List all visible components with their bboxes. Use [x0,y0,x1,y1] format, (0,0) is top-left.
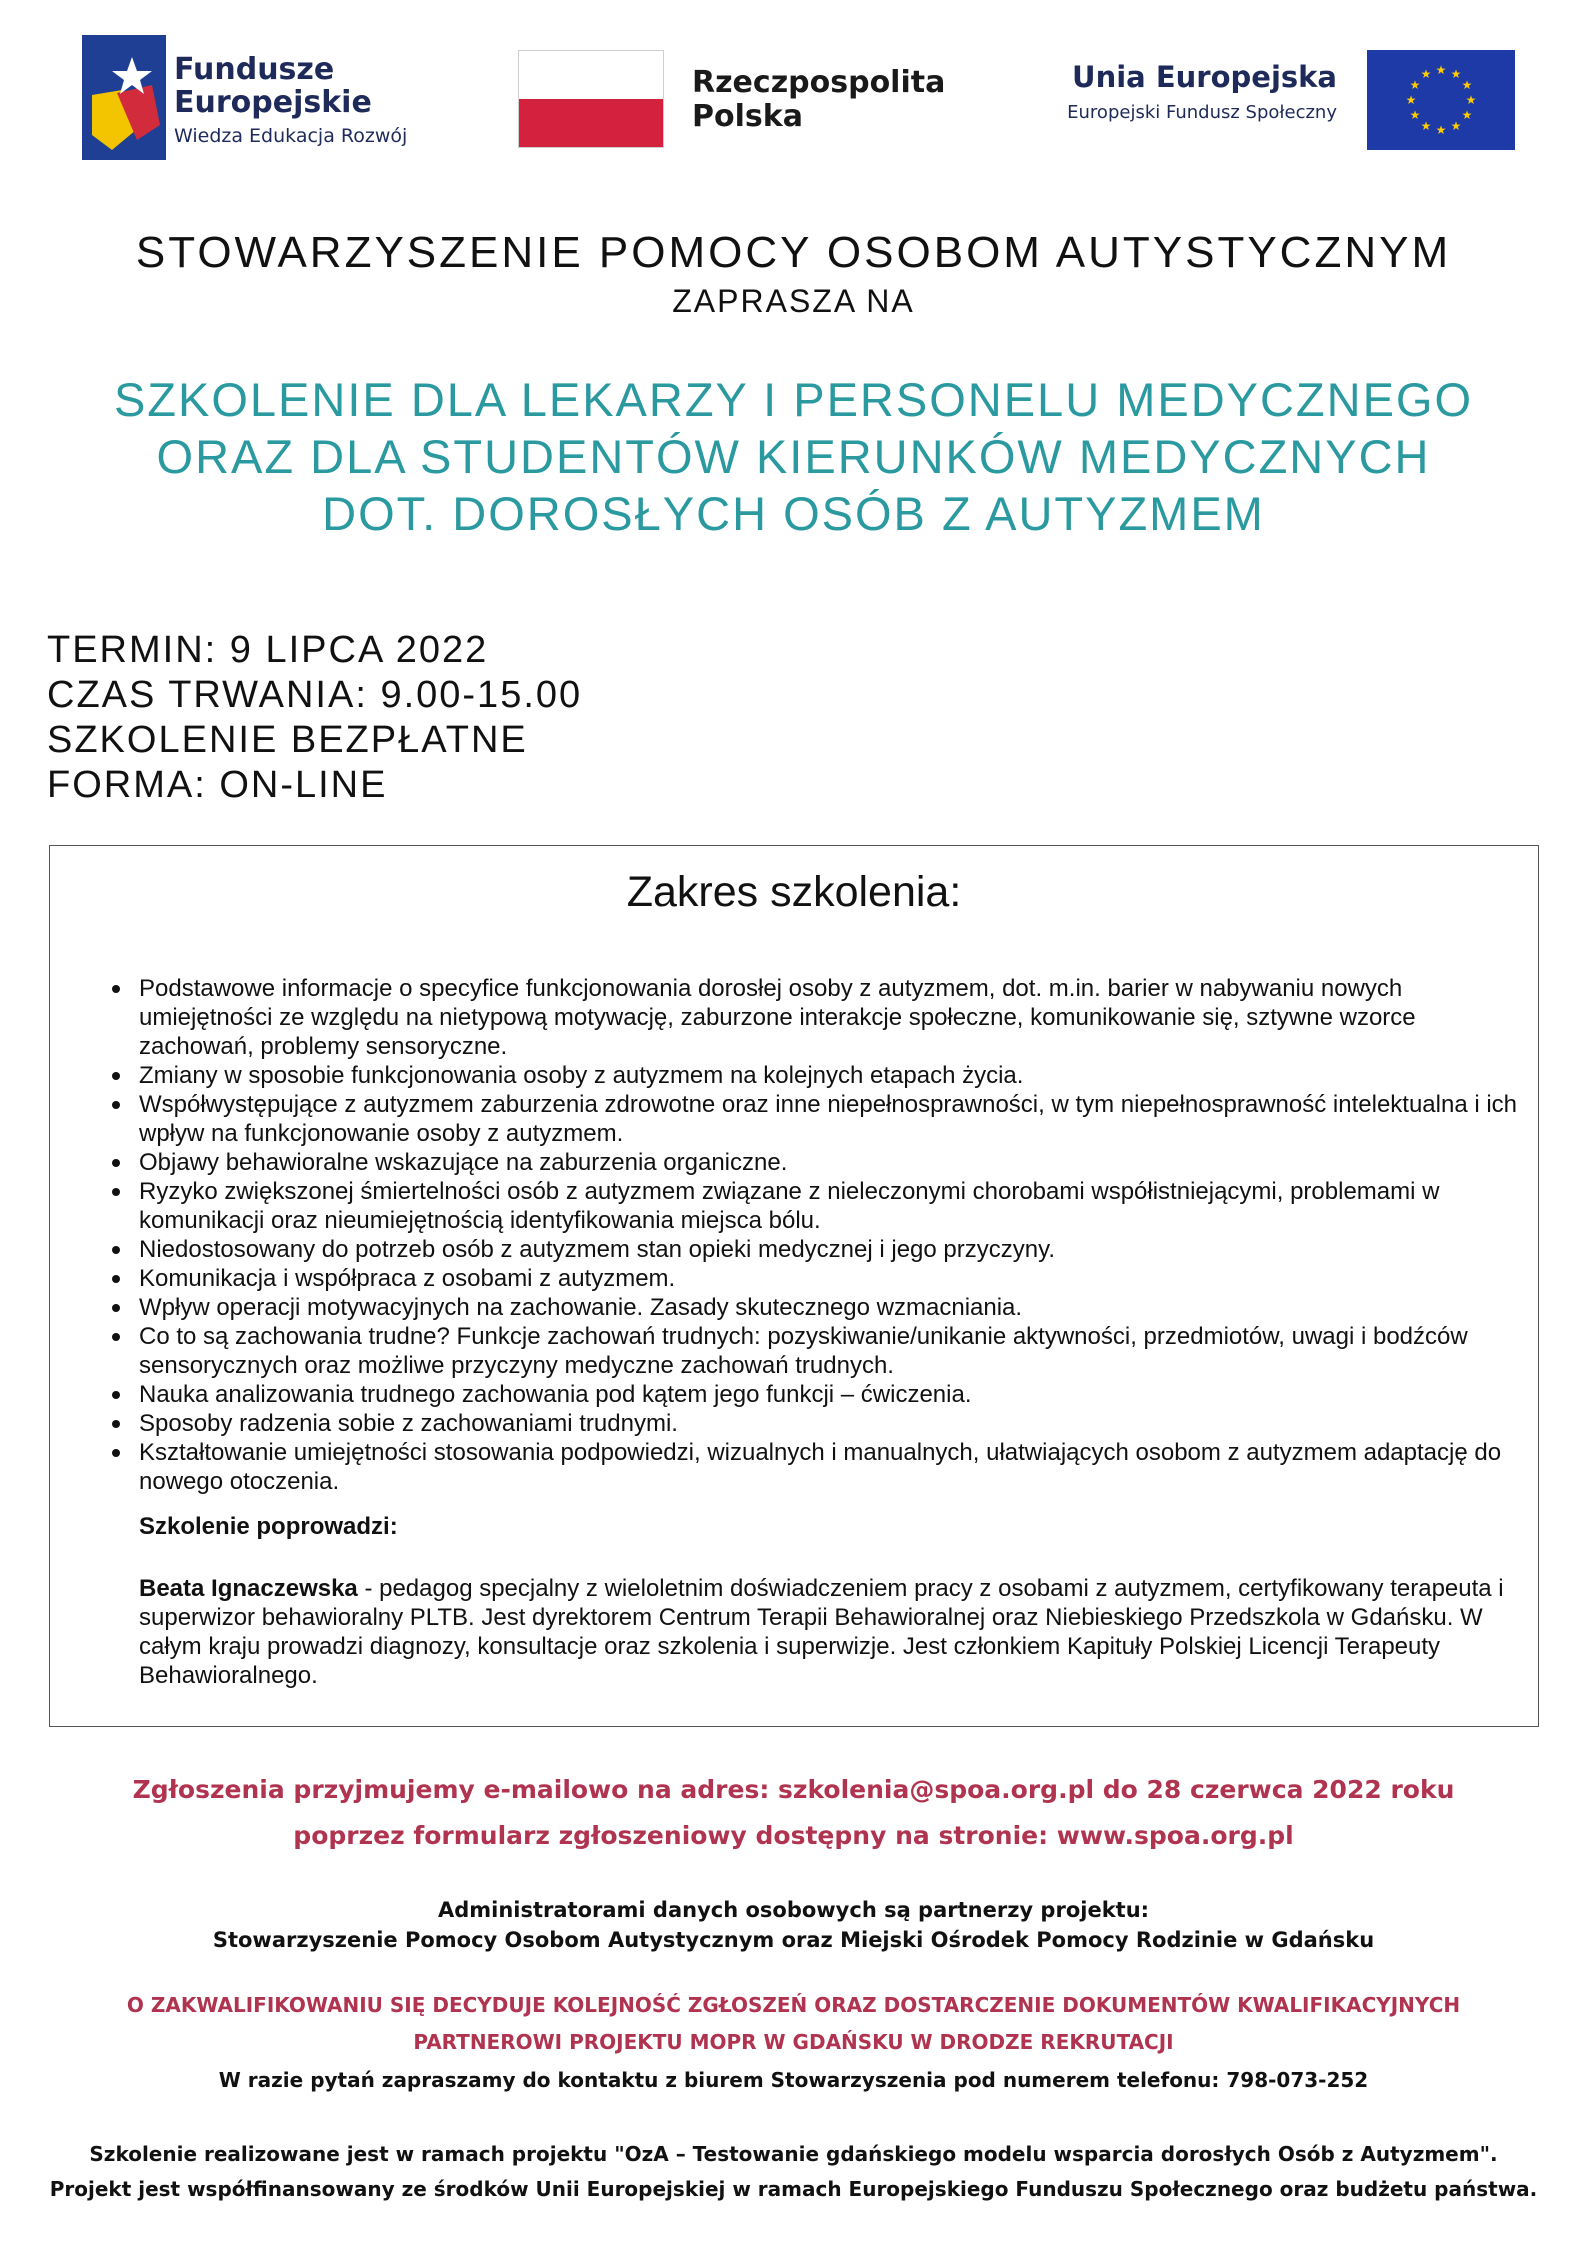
list-item: Komunikacja i współpraca z osobami z autyzmem. [88,1264,1533,1293]
list-item: Co to są zachowania trudne? Funkcje zachowań trudnych: pozyskiwanie/unikanie aktywności, przedmiotów, uwagi i bodźców sensorycznych oraz możliwe przyczyny medyczne zachowań trudnych. [88,1322,1533,1380]
qualification-line: PARTNEROWI PROJEKTU MOPR W GDAŃSKU W DRODZE REKRUTACJI [413,2030,1174,2054]
list-item: Współwystępujące z autyzmem zaburzenia zdrowotne oraz inne niepełnosprawności, w tym niepełnosprawność intelektualna i ich wpływ na funkcjonowanie osoby z autyzmem. [88,1090,1533,1148]
svg-text:★: ★ [1435,123,1447,137]
fundusze-europejskie-logo [82,35,442,160]
list-item: Ryzyko zwiększonej śmiertelności osób z autyzmem związane z nieleczonymi chorobami współistniejącymi, problemami w komunikacji oraz nieumiejętnością identyfikowania miejsca bólu. [88,1177,1533,1235]
list-item: Wpływ operacji motywacyjnych na zachowanie. Zasady skutecznego wzmacniania. [88,1293,1533,1322]
project-line: Szkolenie realizowane jest w ramach projektu "OzA – Testowanie gdańskiego modelu wsparcia dorosłych Osób z Autyzmem". [89,2142,1498,2166]
detail-free: SZKOLENIE BEZPŁATNE [47,719,528,761]
unia-europejska-logo [1025,50,1515,150]
detail-form: FORMA: ON-LINE [47,764,388,806]
detail-date: TERMIN: 9 LIPCA 2022 [47,629,489,671]
scope-box [49,845,1539,1727]
svg-text:★: ★ [1405,93,1417,107]
svg-text:★: ★ [1420,119,1432,133]
trainer-label: Szkolenie poprowadzi: [139,1513,398,1540]
svg-text:★: ★ [1465,93,1477,107]
organization-name: STOWARZYSZENIE POMOCY OSOBOM AUTYSTYCZNYM [135,228,1452,277]
trainer-name: Beata Ignaczewska [139,1575,358,1602]
scope-list [88,974,1533,1496]
svg-text:★: ★ [1420,67,1432,81]
list-item: Podstawowe informacje o specyfice funkcjonowania dorosłej osoby z autyzmem, dot. m.in. barier w nabywaniu nowych umiejętności ze względu na nietypową motywację, zaburzone interakcje społeczne, komunikowanie się, sztywne wzorce zachowań, problemy sensoryczne. [88,974,1533,1061]
eu-sub: Europejski Fundusz Społeczny [1067,102,1337,123]
training-title-line: DOT. DOROSŁYCH OSÓB Z AUTYZMEM [322,487,1265,540]
scope-title: Zakres szkolenia: [626,868,962,916]
contact-line: W razie pytań zapraszamy do kontaktu z biurem Stowarzyszenia pod numerem telefonu: 798-073-252 [218,2068,1369,2092]
polish-flag-icon [518,50,664,148]
trainer-description: - pedagog specjalny z wieloletnim doświadczeniem pracy z osobami z autyzmem, certyfikowany terapeuta i superwizor behawioralny PLTB. Jest dyrektorem Centrum Terapii Behawioralnej oraz Niebieskiego Przedszkola w Gdańsku. W całym kraju prowadzi diagnozy, konsultacje oraz szkolenia i superwizje. Jest członkiem Kapituły Polskiej Licencji Terapeuty Behawioralnego. [139,1575,1504,1689]
fe-sub: Wiedza Edukacja Rozwój [174,125,408,147]
svg-text:★: ★ [1461,108,1473,122]
list-item: Zmiany w sposobie funkcjonowania osoby z autyzmem na kolejnych etapach życia. [88,1061,1533,1090]
admin-line: Administratorami danych osobowych są partnerzy projektu: [437,1898,1150,1922]
event-details [47,628,582,808]
pl-line2: Polska [692,99,803,134]
svg-text:★: ★ [1435,63,1447,77]
list-item: Nauka analizowania trudnego zachowania pod kątem jego funkcji – ćwiczenia. [88,1380,1533,1409]
admin-line: Stowarzyszenie Pomocy Osobom Autystycznym oraz Miejski Ośrodek Pomocy Rodzinie w Gdańsku [212,1928,1375,1952]
detail-duration: CZAS TRWANIA: 9.00-15.00 [47,674,583,716]
training-title [0,371,1587,542]
registration-line: poprzez formularz zgłoszeniowy dostępny na stronie: www.spoa.org.pl [293,1821,1294,1850]
eu-title: Unia Europejska [1072,60,1337,94]
rzeczpospolita-polska-logo [518,50,968,150]
training-title-line: ORAZ DLA STUDENTÓW KIERUNKÓW MEDYCZNYCH [156,430,1431,483]
invite-text: ZAPRASZA NA [672,283,915,319]
list-item: Objawy behawioralne wskazujące na zaburzenia organiczne. [88,1148,1533,1177]
eu-flag-icon [1367,50,1515,150]
training-title-line: SZKOLENIE DLA LEKARZY I PERSONELU MEDYCZNEGO [113,373,1474,426]
svg-text:★: ★ [1409,78,1421,92]
list-item: Kształtowanie umiejętności stosowania podpowiedzi, wizualnych i manualnych, ułatwiających osobom z autyzmem adaptację do nowego otoczenia. [88,1438,1533,1496]
svg-text:★: ★ [1461,78,1473,92]
fe-line2: Europejskie [174,85,372,120]
fe-line1: Fundusze [174,52,335,87]
pl-line1: Rzeczpospolita [692,65,946,100]
svg-text:★: ★ [1450,67,1462,81]
qualification-line: O ZAKWALIFIKOWANIU SIĘ DECYDUJE KOLEJNOŚĆ ZGŁOSZEŃ ORAZ DOSTARCZENIE DOKUMENTÓW KWALIFIKACYJNYCH [126,1993,1461,2017]
trainer-bio [139,1574,1539,1690]
svg-text:★: ★ [1409,108,1421,122]
list-item: Sposoby radzenia sobie z zachowaniami trudnymi. [88,1409,1533,1438]
fundusze-europejskie-star-icon [82,35,166,160]
list-item: Niedostosowany do potrzeb osób z autyzmem stan opieki medycznej i jego przyczyny. [88,1235,1533,1264]
project-line: Projekt jest współfinansowany ze środków Unii Europejskiej w ramach Europejskiego Funduszu Społecznego oraz budżetu państwa. [49,2177,1538,2201]
svg-text:★: ★ [1450,119,1462,133]
registration-line: Zgłoszenia przyjmujemy e-mailowo na adres: szkolenia@spoa.org.pl do 28 czerwca 2022 roku [132,1775,1455,1804]
